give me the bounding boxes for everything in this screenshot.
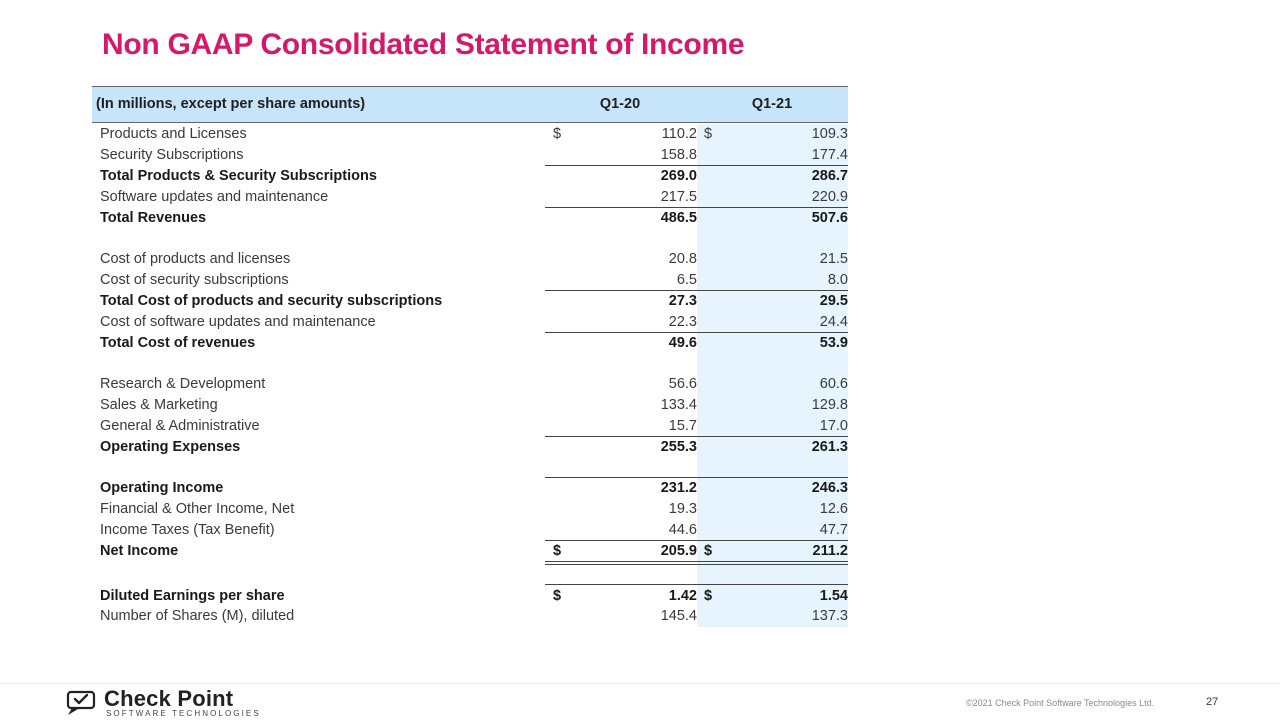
value-q1-21: 177.4 (811, 147, 848, 163)
value-q1-20: 205.9 (660, 543, 697, 559)
subtotal-rule (545, 584, 848, 585)
value-q1-21: 47.7 (819, 522, 848, 538)
value-q1-21: 17.0 (819, 418, 848, 434)
footer-divider (0, 683, 1280, 684)
brand-tagline: SOFTWARE TECHNOLOGIES (106, 709, 261, 718)
value-q1-20: 110.2 (661, 126, 697, 142)
currency-symbol: $ (553, 126, 562, 142)
row-label: Diluted Earnings per share (100, 588, 285, 604)
table-row (92, 145, 848, 165)
value-q1-21: 261.3 (811, 439, 848, 455)
value-q1-21: 60.6 (819, 376, 848, 392)
page-number: 27 (1206, 696, 1219, 708)
table-row (92, 478, 848, 498)
row-label: Total Cost of products and security subscriptions (100, 293, 443, 309)
check-point-logo-icon (66, 688, 100, 716)
value-q1-21: 220.9 (811, 189, 848, 205)
table-row (92, 395, 848, 415)
row-label: Total Cost of revenues (100, 335, 256, 351)
column-header-q1-21: Q1-21 (751, 96, 793, 112)
value-q1-20: 27.3 (668, 293, 697, 309)
table-row (92, 416, 848, 436)
value-q1-20: 22.3 (668, 314, 697, 330)
table-row (92, 291, 848, 311)
value-q1-21: 129.8 (811, 397, 848, 413)
value-q1-21: 246.3 (811, 480, 848, 496)
currency-symbol: $ (704, 126, 713, 142)
row-label: Operating Income (100, 480, 224, 496)
value-q1-20: 269.0 (660, 168, 697, 184)
column-header-q1-20: Q1-20 (599, 96, 641, 112)
table-row (92, 208, 848, 228)
row-label: Security Subscriptions (100, 147, 244, 163)
value-q1-20: 486.5 (660, 210, 697, 226)
table-row (92, 187, 848, 207)
row-label: Total Revenues (100, 210, 207, 226)
value-q1-21: 109.3 (811, 126, 848, 142)
value-q1-21: 21.5 (819, 251, 848, 267)
value-q1-21: 137.3 (811, 608, 848, 624)
copyright-notice: ©2021 Check Point Software Technologies Ltd. (966, 698, 1155, 708)
header-label: (In millions, except per share amounts) (96, 96, 366, 112)
table-row (92, 499, 848, 519)
currency-symbol: $ (553, 588, 562, 604)
currency-symbol: $ (704, 543, 713, 559)
currency-symbol: $ (704, 588, 713, 604)
table-header (92, 86, 848, 123)
table-row (92, 333, 848, 353)
row-label: Cost of products and licenses (100, 251, 291, 267)
row-label: Software updates and maintenance (100, 189, 329, 205)
value-q1-21: 53.9 (819, 335, 848, 351)
table-row (92, 541, 848, 561)
value-q1-20: 158.8 (660, 147, 697, 163)
value-q1-20: 56.6 (668, 376, 697, 392)
row-label: Sales & Marketing (100, 397, 218, 413)
value-q1-20: 19.3 (668, 501, 697, 517)
row-label: Research & Development (100, 376, 266, 392)
row-label: Cost of software updates and maintenance (100, 314, 376, 330)
double-total-rule (545, 561, 848, 565)
value-q1-20: 217.5 (660, 189, 697, 205)
row-label: Net Income (100, 543, 179, 559)
row-label: Products and Licenses (100, 126, 247, 142)
table-row (92, 520, 848, 540)
row-label: Income Taxes (Tax Benefit) (100, 522, 275, 538)
table-row (92, 374, 848, 394)
value-q1-21: 24.4 (819, 314, 848, 330)
row-label: Total Products & Security Subscriptions (100, 168, 377, 184)
value-q1-20: 1.42 (668, 588, 697, 604)
currency-symbol: $ (553, 543, 562, 559)
value-q1-20: 49.6 (668, 335, 697, 351)
value-q1-20: 6.5 (676, 272, 697, 288)
income-statement-table (92, 86, 848, 627)
value-q1-21: 29.5 (819, 293, 848, 309)
value-q1-21: 286.7 (811, 168, 848, 184)
table-row (92, 124, 848, 144)
page-title: Non GAAP Consolidated Statement of Income (102, 28, 745, 61)
row-label: Number of Shares (M), diluted (100, 608, 295, 624)
row-label: Cost of security subscriptions (100, 272, 289, 288)
row-label: Financial & Other Income, Net (100, 501, 295, 517)
brand-name: Check Point (104, 686, 234, 711)
table-row (92, 270, 848, 290)
row-label: General & Administrative (100, 418, 260, 434)
value-q1-21: 8.0 (827, 272, 848, 288)
value-q1-20: 15.7 (668, 418, 697, 434)
check-point-logo (66, 686, 261, 718)
value-q1-20: 231.2 (660, 480, 697, 496)
value-q1-20: 44.6 (668, 522, 697, 538)
value-q1-20: 145.4 (660, 608, 697, 624)
table-row (92, 166, 848, 186)
value-q1-21: 211.2 (812, 543, 848, 559)
row-label: Operating Expenses (100, 439, 241, 455)
value-q1-20: 255.3 (660, 439, 697, 455)
table-row (92, 437, 848, 457)
table-row (92, 249, 848, 269)
table-row (92, 586, 848, 606)
value-q1-21: 1.54 (819, 588, 848, 604)
value-q1-21: 507.6 (811, 210, 848, 226)
value-q1-21: 12.6 (819, 501, 848, 517)
value-q1-20: 20.8 (668, 251, 697, 267)
table-row (92, 312, 848, 332)
table-row (92, 606, 848, 626)
value-q1-20: 133.4 (660, 397, 697, 413)
